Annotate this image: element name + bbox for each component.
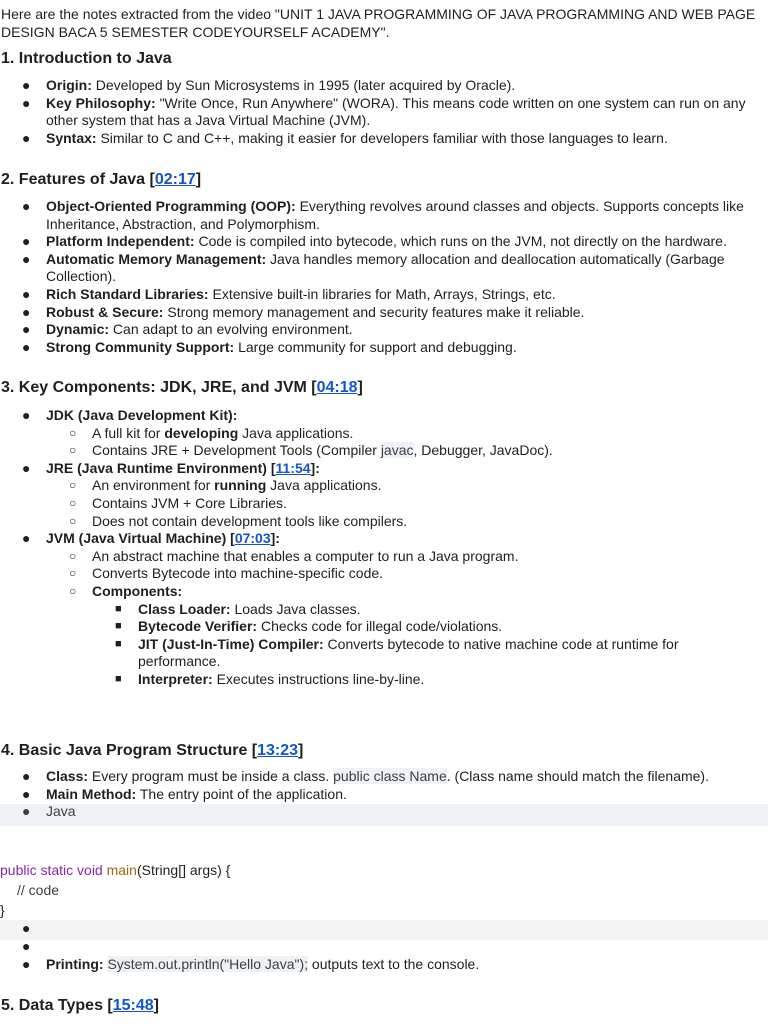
bullet-circle-icon: ○ [69,583,77,598]
bullet-disc-icon: ● [22,803,31,820]
bullet-square-icon: ■ [115,602,122,615]
list-item: ○ Components: [69,582,183,599]
timestamp-link[interactable]: 15:48 [112,997,154,1014]
bullet-circle-icon: ○ [69,513,77,528]
list-item: ■ JIT (Just-In-Time) Compiler: Converts bytecode to native machine code at runtime for performance. [115,635,679,670]
code-line: // code [17,882,60,898]
features-list [0,198,768,356]
list-item: ○ Does not contain development tools like compilers. [69,512,408,529]
intro-text: Here are the notes extracted from the video "UNIT 1 JAVA PROGRAMMING OF JAVA PROGRAMMING AND WEB PAGE DESIGN BACA 5 SEMESTER CODEYOURSELF ACADEMY". [1,6,756,40]
bullet-disc-icon: ● [22,94,31,111]
section-heading-components: 3. Key Components: JDK, JRE, and JVM [04:18] [1,379,363,396]
bullet-disc-icon: ● [22,407,31,423]
bullet-disc-icon: ● [22,285,31,302]
timestamp-link[interactable]: 07:03 [234,530,271,547]
code-line: public static void main(String[] args) { [0,862,231,878]
list-item: ● Automatic Memory Management: Java handles memory allocation and deallocation automatically (Garbage Collection). [22,250,725,285]
list-item: ○ Contains JRE + Development Tools (Compiler javac, Debugger, JavaDoc). [69,442,553,459]
list-item: ● Strong Community Support: Large community for support and debugging. [22,338,517,355]
list-item: ● Dynamic: Can adapt to an evolving environment. [22,321,353,338]
inline-code: System.out.println("Hello Java"); [107,956,309,972]
code-block [0,860,768,920]
list-item: ● Robust & Secure: Strong memory management and security features make it reliable. [22,303,585,320]
timestamp-link[interactable]: 13:23 [257,742,299,759]
bullet-disc-icon: ● [22,785,31,802]
inline-code: javac [380,442,414,459]
list-item: ● Origin: Developed by Sun Microsystems in 1995 (later acquired by Oracle). [22,77,516,93]
list-item: ○ Converts Bytecode into machine-specific code. [69,565,384,582]
code-line: } [0,902,5,918]
list-item: ○ Contains JVM + Core Libraries. [69,494,287,511]
list-item: ● Syntax: Similar to C and C++, making it easier for developers familiar with those languages to learn. [22,129,668,146]
bullet-circle-icon: ○ [69,495,77,510]
bullet-disc-icon: ● [22,920,31,936]
intro-list [0,77,768,147]
list-item-jdk: ● JDK (Java Development Kit): [22,407,238,423]
bullet-square-icon: ■ [115,637,122,650]
bullet-disc-icon: ● [22,768,31,784]
timestamp-link[interactable]: 04:18 [316,379,358,396]
bullet-disc-icon: ● [22,459,31,476]
section-heading-features: 2. Features of Java [02:17] [1,171,202,188]
list-item: ● Key Philosophy: "Write Once, Run Anywhere" (WORA). This means code written on one system can run on any other system that has a Java Virtual Machine (JVM). [22,94,746,129]
bullet-disc-icon: ● [22,129,31,146]
list-item-empty [0,938,768,956]
bullet-disc-icon: ● [22,250,31,267]
list-item: ● Main Method: The entry point of the application. [22,785,347,802]
list-item-empty [0,920,768,938]
bullet-disc-icon: ● [22,303,31,320]
list-item: ● Printing: System.out.println("Hello Java"); outputs text to the console. [22,956,480,972]
list-item: ● Object-Oriented Programming (OOP): Everything revolves around classes and objects. Supports concepts like Inheritance, Abstraction, and Polymorphism. [22,198,744,232]
structure-list [0,768,768,821]
timestamp-link[interactable]: 11:54 [275,459,311,476]
bullet-disc-icon: ● [22,338,31,355]
list-item-jvm: ● JVM (Java Virtual Machine) [07:03]: [22,530,280,547]
bullet-disc-icon: ● [22,956,31,972]
inline-code: public class Name [333,768,447,784]
section-heading-introduction: 1. Introduction to Java [1,50,172,67]
code-language-label: ● Java [22,803,76,820]
components-list [0,407,768,689]
list-item: ● Platform Independent: Code is compiled into bytecode, which runs on the JVM, not directly on the hardware. [22,233,727,250]
bullet-circle-icon: ○ [69,478,77,493]
list-item: ○ A full kit for developing Java applications. [69,424,354,441]
bullet-circle-icon: ○ [69,425,77,440]
bullet-disc-icon: ● [22,321,31,338]
list-item: ● Rich Standard Libraries: Extensive built-in libraries for Math, Arrays, Strings, etc. [22,285,556,302]
list-item: ■ Class Loader: Loads Java classes. [115,600,361,617]
list-item: ■ Interpreter: Executes instructions line-by-line. [115,670,425,687]
bullet-circle-icon: ○ [69,443,77,458]
bullet-square-icon: ■ [115,672,122,685]
list-item: ○ An environment for running Java applications. [69,477,382,494]
bullet-circle-icon: ○ [69,566,77,581]
bullet-square-icon: ■ [115,620,122,633]
section-heading-program-structure: 4. Basic Java Program Structure [13:23] [1,742,304,759]
bullet-disc-icon: ● [22,530,31,547]
timestamp-link[interactable]: 02:17 [154,171,196,188]
list-item-jre: ● JRE (Java Runtime Environment) [11:54]: [22,459,320,476]
list-item: ■ Bytecode Verifier: Checks code for illegal code/violations. [115,618,503,635]
bullet-disc-icon: ● [22,77,31,93]
bullet-disc-icon: ● [22,938,31,954]
list-item: ● Class: Every program must be inside a class. public class Name. (Class name should match the filename). [22,768,709,784]
bullet-disc-icon: ● [22,198,31,214]
list-item: ○ An abstract machine that enables a computer to run a Java program. [69,547,519,564]
print-list [0,920,768,974]
bullet-disc-icon: ● [22,233,31,250]
section-heading-data-types: 5. Data Types [15:48] [1,997,159,1014]
bullet-circle-icon: ○ [69,548,77,563]
